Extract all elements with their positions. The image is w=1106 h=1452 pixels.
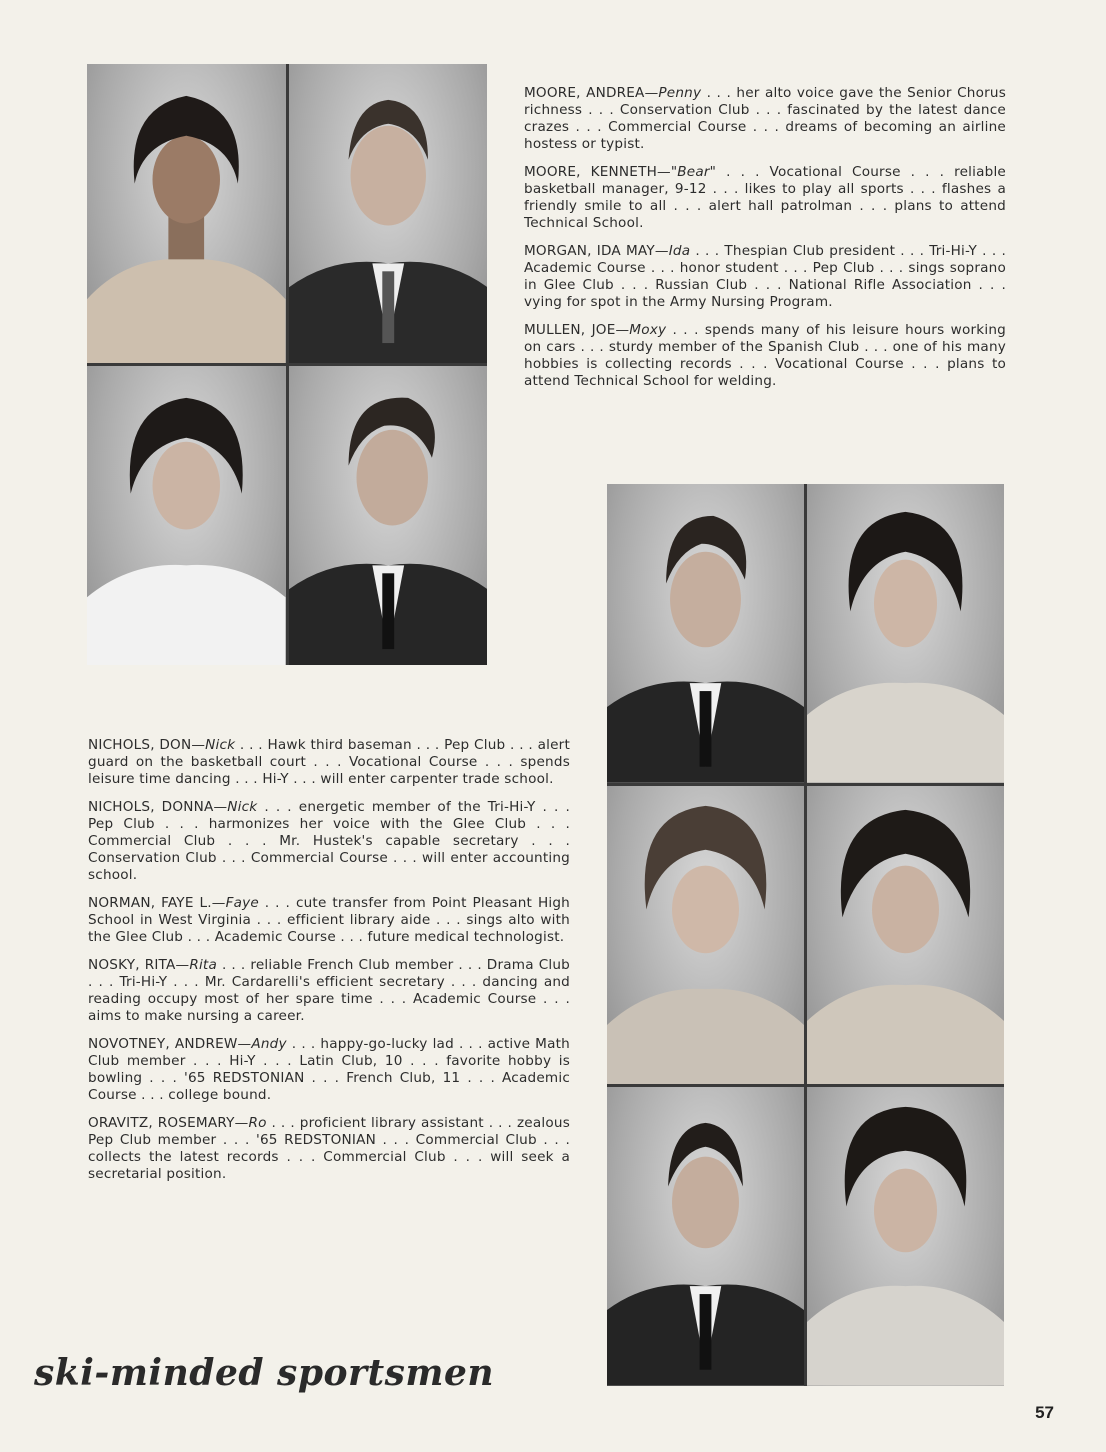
student-nickname: Andy bbox=[251, 1036, 287, 1052]
page-number: 57 bbox=[1035, 1403, 1054, 1422]
portrait-photo bbox=[87, 64, 286, 363]
student-name: MORGAN, IDA MAY bbox=[524, 243, 655, 259]
portrait-photo bbox=[807, 786, 1004, 1085]
student-nickname: Faye bbox=[225, 895, 259, 911]
student-nickname: Penny bbox=[658, 85, 702, 101]
bio-text: . . . Hawk third baseman . . . Pep Club . . . alert guard on the basketball court . . . Vocational Course . . . spends leisure time dancing . . . Hi-Y . . . will enter carpenter trade school. bbox=[88, 737, 570, 787]
photo-grid-right bbox=[607, 484, 1004, 1386]
student-nickname: Ro bbox=[248, 1115, 267, 1131]
portrait-photo bbox=[607, 786, 804, 1085]
bio-text: . . . her alto voice gave the Senior Chorus richness . . . Conservation Club . . . fascinated by the latest dance crazes . . . Commercial Course . . . dreams of becoming an airline hostess or typist. bbox=[524, 85, 1006, 152]
student-nickname: Moxy bbox=[629, 322, 667, 338]
student-nickname: Nick bbox=[227, 799, 258, 815]
bio-text: . . . Thespian Club president . . . Tri-Hi-Y . . . Academic Course . . . honor student . . . Pep Club . . . sings soprano in Glee Club . . . Russian Club . . . National Rifle Association . . . vying for spot in the Army Nursing Program. bbox=[524, 243, 1006, 310]
student-name: NOSKY, RITA bbox=[88, 957, 176, 973]
student-name: NICHOLS, DON bbox=[88, 737, 192, 753]
student-bio: NORMAN, FAYE L.—Faye . . . cute transfer from Point Pleasant High School in West Virginia . . . efficient library aide . . . sings alto with the Glee Club . . . Academic Course . . . future medical technologist. bbox=[88, 895, 570, 945]
bio-text: . . . energetic member of the Tri-Hi-Y . . . Pep Club . . . harmonizes her voice with the Glee Club . . . Commercial Club . . . Mr. Hustek's capable secretary . . . Conservation Club . . . Commercial Course . . . will enter accounting school. bbox=[88, 799, 570, 883]
student-bio: MOORE, ANDREA—Penny . . . her alto voice gave the Senior Chorus richness . . . Conservation Club . . . fascinated by the latest dance crazes . . . Commercial Course . . . dreams of becoming an airline hostess or typist. bbox=[524, 85, 1006, 152]
student-name: NICHOLS, DONNA bbox=[88, 799, 214, 815]
student-name: NOVOTNEY, ANDREW bbox=[88, 1036, 238, 1052]
student-name: MOORE, ANDREA bbox=[524, 85, 645, 101]
portrait-photo bbox=[87, 366, 286, 665]
student-name: ORAVITZ, ROSEMARY bbox=[88, 1115, 235, 1131]
bio-text: . . . spends many of his leisure hours working on cars . . . sturdy member of the Spanish Club . . . one of his many hobbies is collecting records . . . Vocational Course . . . plans to attend Technical School for welding. bbox=[524, 322, 1006, 389]
bio-text: . . . happy-go-lucky lad . . . active Math Club member . . . Hi-Y . . . Latin Club, 10 . . . favorite hobby is bowling . . . '65 REDSTONIAN . . . French Club, 11 . . . Academic Course . . . college bound. bbox=[88, 1036, 570, 1103]
student-bio: NOVOTNEY, ANDREW—Andy . . . happy-go-lucky lad . . . active Math Club member . . . Hi-Y . . . Latin Club, 10 . . . favorite hobby is bowling . . . '65 REDSTONIAN . . . French Club, 11 . . . Academic Course . . . college bound. bbox=[88, 1036, 570, 1103]
student-name: MULLEN, JOE bbox=[524, 322, 616, 338]
student-bio: NICHOLS, DONNA—Nick . . . energetic member of the Tri-Hi-Y . . . Pep Club . . . harmonizes her voice with the Glee Club . . . Commercial Club . . . Mr. Hustek's capable secretary . . . Conservation Club . . . Commercial Course . . . will enter accounting school. bbox=[88, 799, 570, 883]
portrait-photo bbox=[807, 1087, 1004, 1386]
bio-column-right bbox=[524, 85, 1006, 401]
student-bio: NOSKY, RITA—Rita . . . reliable French Club member . . . Drama Club . . . Tri-Hi-Y . . . Mr. Cardarelli's efficient secretary . . . dancing and reading occupy most of her spare time . . . Academic Course . . . aims to make nursing a career. bbox=[88, 957, 571, 1024]
portrait-photo bbox=[607, 1087, 804, 1386]
student-bio: MOORE, KENNETH—"Bear" . . . Vocational Course . . . reliable basketball manager, 9-12 . . . likes to play all sports . . . flashes a friendly smile to all . . . alert hall patrolman . . . plans to attend Technical School. bbox=[524, 164, 1006, 231]
portrait-photo bbox=[807, 484, 1004, 783]
student-bio: NICHOLS, DON—Nick . . . Hawk third baseman . . . Pep Club . . . alert guard on the basketball court . . . Vocational Course . . . spends leisure time dancing . . . Hi-Y . . . will enter carpenter trade school. bbox=[88, 737, 570, 787]
student-bio: MULLEN, JOE—Moxy . . . spends many of his leisure hours working on cars . . . sturdy member of the Spanish Club . . . one of his many hobbies is collecting records . . . Vocational Course . . . plans to attend Technical School for welding. bbox=[524, 322, 1006, 389]
portrait-photo bbox=[607, 484, 804, 783]
bio-text: . . . reliable French Club member . . . Drama Club . . . Tri-Hi-Y . . . Mr. Cardarelli's efficient secretary . . . dancing and reading occupy most of her spare time . . . Academic Course . . . aims to make nursing a career. bbox=[88, 957, 571, 1024]
student-nickname: Rita bbox=[189, 957, 217, 973]
student-name: NORMAN, FAYE L. bbox=[88, 895, 212, 911]
page-caption: ski-minded sportsmen bbox=[34, 1352, 495, 1394]
student-nickname: Nick bbox=[205, 737, 236, 753]
student-nickname: "Bear" bbox=[670, 164, 717, 180]
student-nickname: Ida bbox=[668, 243, 691, 259]
photo-grid-top bbox=[87, 64, 487, 665]
portrait-photo bbox=[289, 366, 488, 665]
student-bio: ORAVITZ, ROSEMARY—Ro . . . proficient library assistant . . . zealous Pep Club member . . . '65 REDSTONIAN . . . Commercial Club . . . collects the latest records . . . Commercial Club . . . will seek a secretarial position. bbox=[88, 1115, 570, 1182]
student-name: MOORE, KENNETH bbox=[524, 164, 658, 180]
student-bio: MORGAN, IDA MAY—Ida . . . Thespian Club president . . . Tri-Hi-Y . . . Academic Course . . . honor student . . . Pep Club . . . sings soprano in Glee Club . . . Russian Club . . . National Rifle Association . . . vying for spot in the Army Nursing Program. bbox=[524, 243, 1006, 310]
bio-text: . . . Vocational Course . . . reliable basketball manager, 9-12 . . . likes to play all sports . . . flashes a friendly smile to all . . . alert hall patrolman . . . plans to attend Technical School. bbox=[524, 164, 1006, 231]
portrait-photo bbox=[289, 64, 488, 363]
bio-text: . . . cute transfer from Point Pleasant High School in West Virginia . . . efficient library aide . . . sings alto with the Glee Club . . . Academic Course . . . future medical technologist. bbox=[88, 895, 570, 945]
bio-column-left bbox=[88, 737, 570, 1194]
bio-text: . . . proficient library assistant . . . zealous Pep Club member . . . '65 REDSTONIAN . . . Commercial Club . . . collects the latest records . . . Commercial Club . . . will seek a secretarial position. bbox=[88, 1115, 570, 1182]
